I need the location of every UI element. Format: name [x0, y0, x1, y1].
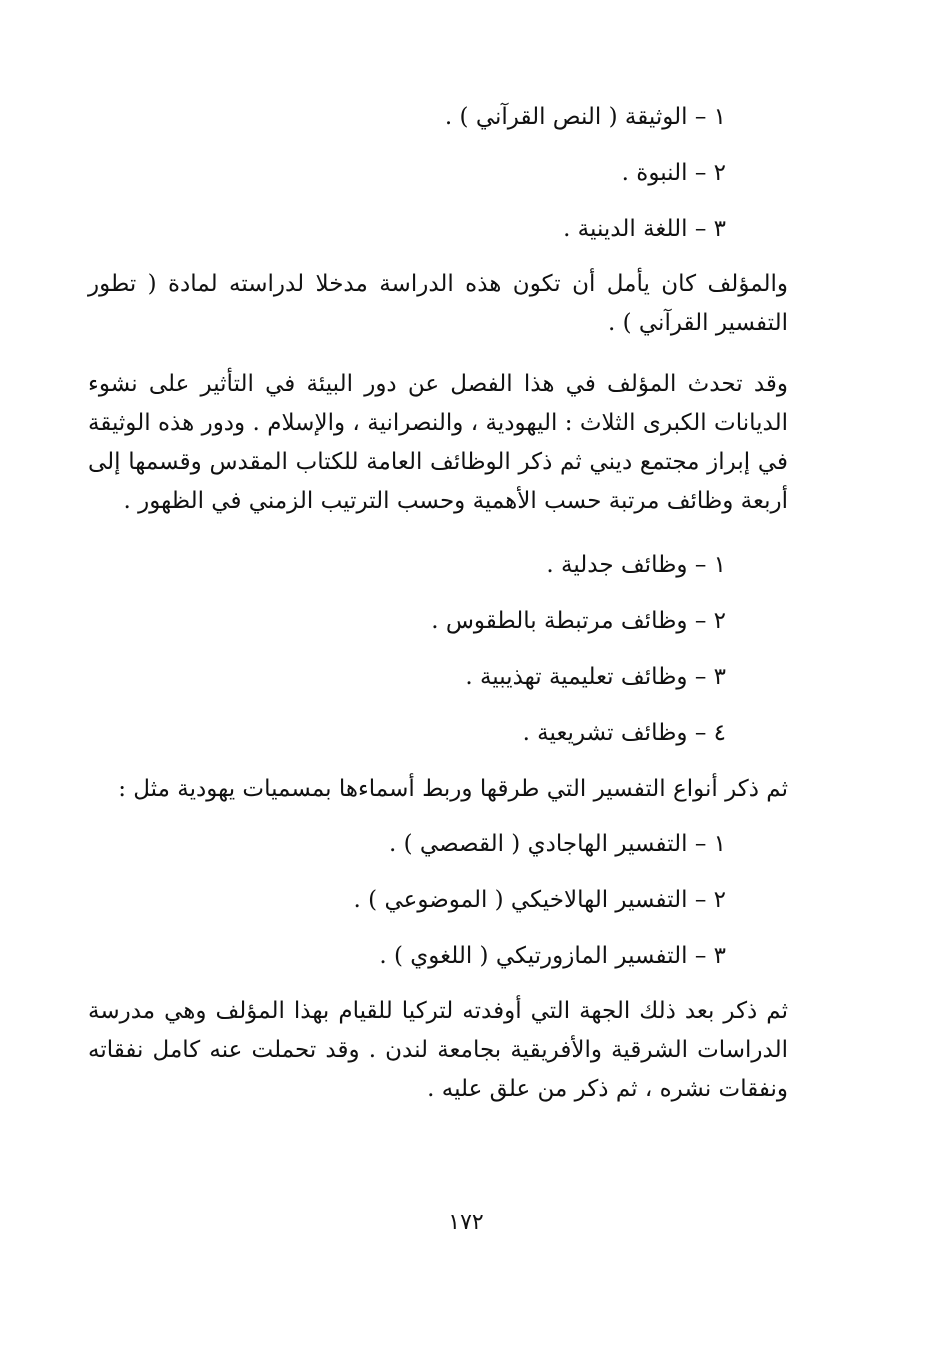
paragraph-interpretation-types: ثم ذكر أنواع التفسير التي طرقها وربط أسماءها بمسميات يهودية مثل :	[118, 776, 788, 802]
list-item-functions-2: ٢ – وظائف مرتبطة بالطقوس .	[431, 608, 726, 634]
list-item-religious-language: ٣ – اللغة الدينية .	[563, 216, 726, 242]
paragraph-chapter-summary: وقد تحدث المؤلف في هذا الفصل عن دور البيئة في التأثير على نشوء الديانات الكبرى الثلاث : اليهودية ، والنصرانية ، والإسلام . ودور هذه الوثيقة في إبراز مجتمع ديني ثم ذكر الوظائف العامة للكتاب المقدس وقسمها إلى أربعة وظائف مرتبة حسب الأهمية وحسب الترتيب الزمني في الظهور .	[88, 371, 788, 514]
list-item-interpretation-1: ١ – التفسير الهاجادي ( القصصي ) .	[389, 831, 726, 857]
list-item-interpretation-3: ٣ – التفسير المازورتيكي ( اللغوي ) .	[379, 943, 726, 969]
list-item-document: ١ – الوثيقة ( النص القرآني ) .	[444, 104, 726, 130]
list-item-functions-4: ٤ – وظائف تشريعية .	[522, 720, 726, 746]
list-item-interpretation-2: ٢ – التفسير الهالاخيكي ( الموضوعي ) .	[353, 887, 726, 913]
list-item-functions-1: ١ – وظائف جدلية .	[546, 552, 726, 578]
page-number: ١٧٢	[448, 1210, 484, 1235]
paragraph-author-hope: والمؤلف كان يأمل أن تكون هذه الدراسة مدخلا لدراسته لمادة ( تطور التفسير القرآني ) .	[88, 271, 788, 336]
list-item-functions-3: ٣ – وظائف تعليمية تهذيبية .	[465, 664, 726, 690]
paragraph-sponsor: ثم ذكر بعد ذلك الجهة التي أوفدته لتركيا للقيام بهذا المؤلف وهي مدرسة الدراسات الشرقية والأفريقية بجامعة لندن . وقد تحملت عنه كامل نفقاته ونفقات نشره ، ثم ذكر من علق عليه .	[88, 998, 788, 1102]
list-item-prophethood: ٢ – النبوة .	[621, 160, 726, 186]
